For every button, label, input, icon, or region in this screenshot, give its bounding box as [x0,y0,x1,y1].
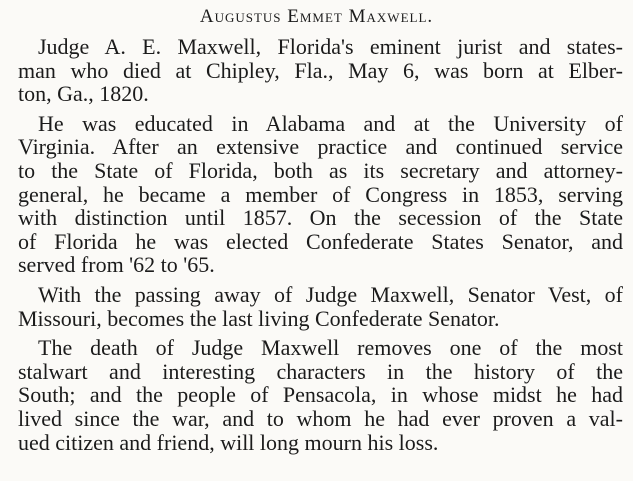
text-line: The death of Judge Maxwell removes one of the most [38,335,623,361]
text-line: stalwart and interesting characters in the history of the [18,358,623,384]
text-line: of Florida he was elected Confederate States Senator, and [18,228,623,254]
text-line: man who died at Chipley, Fla., May 6, was born at Elber- [18,57,623,83]
text-line: With the passing away of Judge Maxwell, Senator Vest, of [38,281,623,307]
text-line: Missouri, becomes the last living Confederate Senator. [18,305,500,331]
text-line: general, he became a member of Congress in 1853, serving [18,181,623,207]
text-line: South; and the people of Pensacola, in whose midst he had [18,382,623,408]
paragraph-3 [18,283,623,330]
text-line: Virginia. After an extensive practice and continued service [18,134,623,160]
text-line: ued citizen and friend, will long mourn his loss. [18,429,439,455]
text-line: Judge A. E. Maxwell, Florida's eminent jurist and states- [38,34,623,59]
text-line: to the State of Florida, both as its secretary and attorney- [18,157,623,183]
paragraph-2 [18,112,623,277]
paragraph-1 [18,35,623,106]
text-line: with distinction until 1857. On the secession of the State [18,205,623,231]
article-title: Augustus Emmet Maxwell. [199,6,434,27]
text-line: He was educated in Alabama and at the University of [38,110,623,136]
paragraph-4 [18,336,623,454]
text-line: served from '62 to '65. [18,252,215,278]
article-body [18,35,623,460]
text-line: lived since the war, and to whom he had ever proven a val- [18,405,623,431]
text-line: ton, Ga., 1820. [18,81,149,107]
